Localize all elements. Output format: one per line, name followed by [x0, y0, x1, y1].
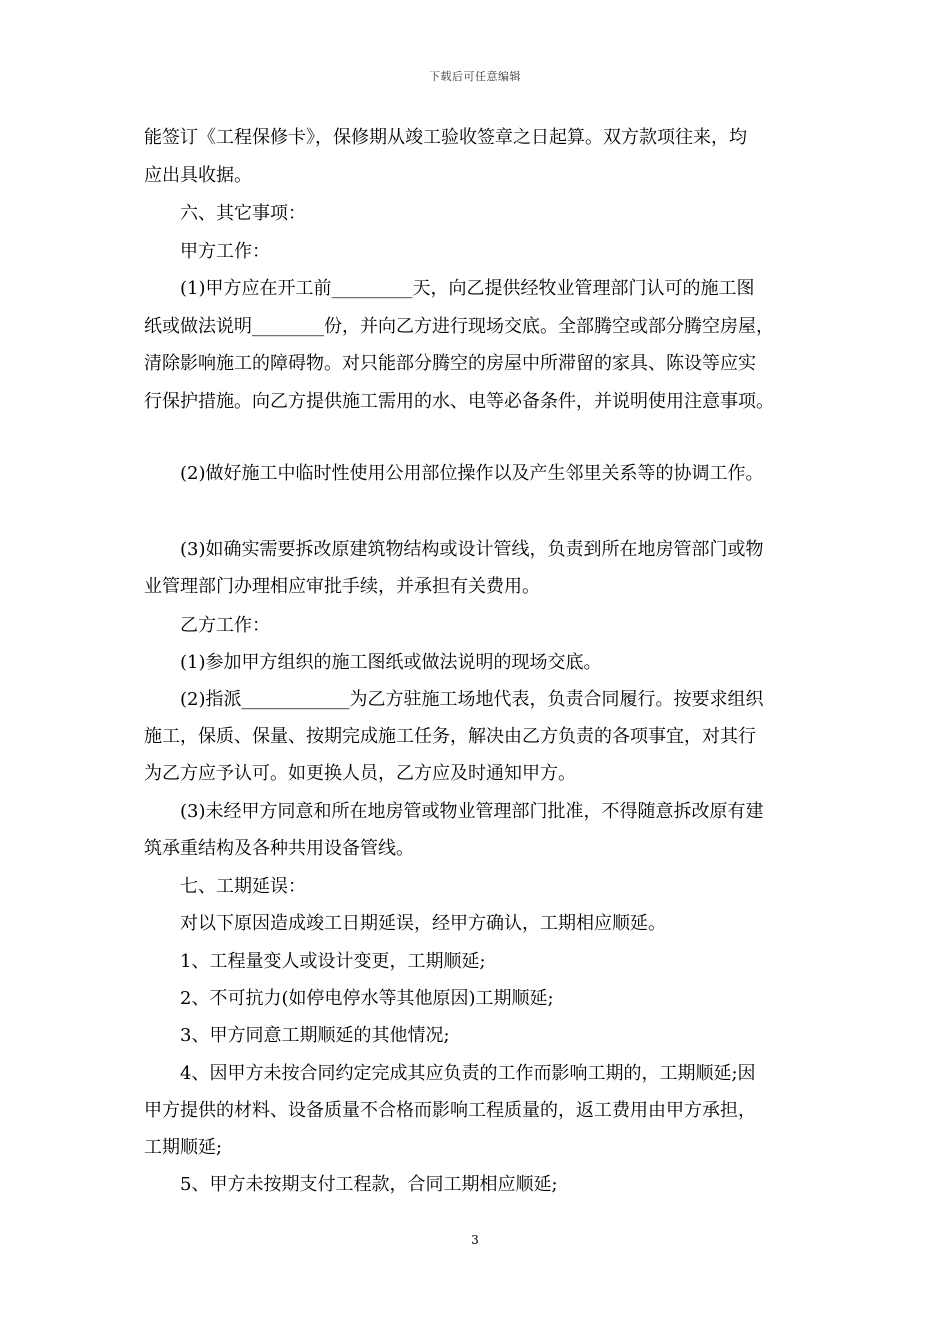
list-item-continuation: 甲方提供的材料、设备质量不合格而影响工程质量的，返工费用由甲方承担， — [144, 1100, 756, 1121]
list-item: 4、因甲方未按合同约定完成其应负责的工作而影响工期的，工期顺延;因 — [180, 1063, 756, 1084]
paragraph-line: (3)未经甲方同意和所在地房管或物业管理部门批准，不得随意拆改原有建 — [180, 801, 764, 822]
paragraph-line: 应出具收据。 — [144, 165, 252, 186]
paragraph-line: 筑承重结构及各种共用设备管线。 — [144, 838, 414, 859]
section-heading: 六、其它事项： — [180, 203, 306, 224]
paragraph-line: 清除影响施工的障碍物。对只能部分腾空的房屋中所滞留的家具、陈设等应实 — [144, 353, 756, 374]
paragraph-line: (1)甲方应在开工前_________天，向乙提供经牧业管理部门认可的施工图 — [180, 278, 755, 299]
subsection-heading: 甲方工作： — [180, 241, 270, 262]
paragraph-line: (2)指派____________为乙方驻施工场地代表，负责合同履行。按要求组织 — [180, 689, 764, 710]
subsection-heading: 乙方工作： — [180, 615, 270, 636]
paragraph-line: (2)做好施工中临时性使用公用部位操作以及产生邻里关系等的协调工作。 — [180, 463, 764, 484]
section-heading: 七、工期延误： — [180, 876, 306, 897]
paragraph-line: 施工，保质、保量、按期完成施工任务，解决由乙方负责的各项事宜，对其行 — [144, 726, 756, 747]
list-item: 5、甲方未按期支付工程款，合同工期相应顺延; — [180, 1174, 558, 1195]
list-item: 1、工程量变人或设计变更，工期顺延; — [180, 951, 486, 972]
paragraph-line: 对以下原因造成竣工日期延误，经甲方确认，工期相应顺延。 — [180, 913, 666, 934]
list-item: 2、不可抗力(如停电停水等其他原因)工期顺延; — [180, 988, 554, 1009]
paragraph-line: 业管理部门办理相应审批手续，并承担有关费用。 — [144, 576, 540, 597]
page-header: 下载后可任意编辑 — [429, 70, 521, 83]
paragraph-line: (1)参加甲方组织的施工图纸或做法说明的现场交底。 — [180, 652, 602, 673]
paragraph-line: 能签订《工程保修卡》，保修期从竣工验收签章之日起算。双方款项往来，均 — [144, 127, 747, 148]
list-item-continuation: 工期顺延; — [144, 1137, 223, 1158]
paragraph-line: 为乙方应予认可。如更换人员，乙方应及时通知甲方。 — [144, 763, 576, 784]
paragraph-line: 行保护措施。向乙方提供施工需用的水、电等必备条件，并说明使用注意事项。 — [144, 391, 774, 412]
list-item: 3、甲方同意工期顺延的其他情况; — [180, 1025, 450, 1046]
page-number: 3 — [471, 1233, 479, 1247]
paragraph-line: 纸或做法说明________份，并向乙方进行现场交底。全部腾空或部分腾空房屋， — [144, 316, 774, 337]
paragraph-line: (3)如确实需要拆改原建筑物结构或设计管线，负责到所在地房管部门或物 — [180, 539, 764, 560]
